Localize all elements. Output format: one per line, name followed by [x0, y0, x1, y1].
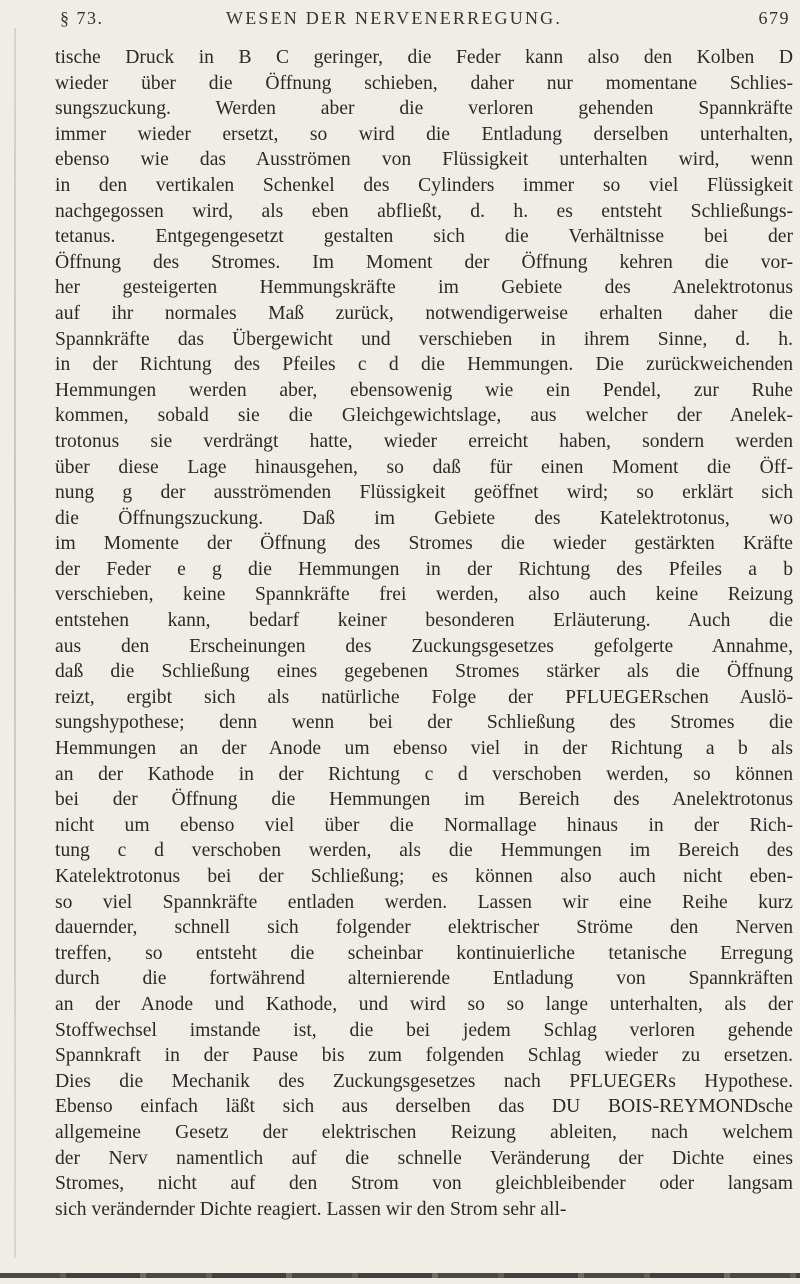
- text-line: allgemeine Gesetz der elektrischen Reizung ableiten, nach welchem: [55, 1121, 793, 1143]
- text-line: sungszuckung. Werden aber die verloren gehenden Spannkräfte: [55, 98, 793, 120]
- text-line: ebenso wie das Ausströmen von Flüssigkeit unterhalten wird, wenn: [55, 149, 793, 171]
- text-line: Hemmungen werden aber, ebensowenig wie ein Pendel, zur Ruhe: [55, 379, 793, 401]
- text-line: auf ihr normales Maß zurück, notwendigerweise erhalten daher die: [55, 302, 793, 324]
- text-line: treffen, so entsteht die scheinbar kontinuierliche tetanische Erregung: [55, 942, 793, 964]
- text-line: sich verändernder Dichte reagiert. Lassen wir den Strom sehr all-: [55, 1198, 567, 1220]
- page-edge-shadow: [14, 28, 16, 1258]
- text-line: nachgegossen wird, als eben abfließt, d. h. es entsteht Schließungs-: [55, 200, 793, 222]
- text-line: in der Richtung des Pfeiles c d die Hemmungen. Die zurückweichenden: [55, 354, 793, 376]
- text-line: her gesteigerten Hemmungskräfte im Gebiete des Anelektrotonus: [55, 277, 793, 299]
- text-line: die Öffnungszuckung. Daß im Gebiete des Katelektrotonus, wo: [55, 507, 793, 529]
- text-line: der Nerv namentlich auf die schnelle Veränderung der Dichte eines: [55, 1147, 793, 1169]
- text-line: an der Anode und Kathode, und wird so so lange unterhalten, als der: [55, 993, 793, 1015]
- scan-edge-bar: [0, 1273, 800, 1278]
- text-line: reizt, ergibt sich als natürliche Folge der PFLUEGERschen Auslö-: [55, 686, 793, 708]
- text-line: kommen, sobald sie die Gleichgewichtslage, aus welcher der Anelek-: [55, 405, 793, 427]
- text-line: dauernder, schnell sich folgender elektrischer Ströme den Nerven: [55, 917, 793, 939]
- text-line: sungshypothese; denn wenn bei der Schließung des Stromes die: [55, 712, 793, 734]
- text-line: an der Kathode in der Richtung c d verschoben werden, so können: [55, 763, 793, 785]
- page-number: 679: [758, 8, 790, 28]
- text-line: wieder über die Öffnung schieben, daher nur momentane Schlies-: [55, 72, 793, 94]
- text-line: Spannkraft in der Pause bis zum folgenden Schlag wieder zu ersetzen.: [55, 1045, 793, 1067]
- text-line: tische Druck in B C geringer, die Feder kann also den Kolben D: [55, 47, 793, 68]
- text-line: durch die fortwährend alternierende Entladung von Spannkräften: [55, 968, 793, 990]
- text-line: so viel Spannkräfte entladen werden. Lassen wir eine Reihe kurz: [55, 891, 793, 913]
- text-line: immer wieder ersetzt, so wird die Entladung derselben unterhalten,: [55, 123, 793, 145]
- text-line: Ebenso einfach läßt sich aus derselben das DU BOIS-REYMONDsche: [55, 1096, 793, 1118]
- text-line: über diese Lage hinausgehen, so daß für einen Moment die Öff-: [55, 456, 793, 478]
- text-line: entstehen kann, bedarf keiner besonderen Erläuterung. Auch die: [55, 610, 793, 632]
- text-line: tetanus. Entgegengesetzt gestalten sich die Verhältnisse bei der: [55, 226, 793, 248]
- text-line: Stoffwechsel imstande ist, die bei jedem Schlag verloren gehende: [55, 1019, 793, 1041]
- body-text: [55, 45, 793, 1222]
- text-line: Spannkräfte das Übergewicht und verschieben in ihrem Sinne, d. h.: [55, 328, 793, 350]
- text-line: bei der Öffnung die Hemmungen im Bereich des Anelektrotonus: [55, 789, 793, 811]
- text-line: trotonus sie verdrängt hatte, wieder erreicht haben, sondern werden: [55, 430, 793, 452]
- text-line: nung g der ausströmenden Flüssigkeit geöffnet wird; so erklärt sich: [55, 482, 793, 504]
- text-line: Stromes, nicht auf den Strom von gleichbleibender oder langsam: [55, 1173, 793, 1195]
- text-line: aus den Erscheinungen des Zuckungsgesetzes gefolgerte Annahme,: [55, 635, 793, 657]
- text-line: der Feder e g die Hemmungen in der Richtung des Pfeiles a b: [55, 558, 793, 580]
- text-line: tung c d verschoben werden, als die Hemmungen im Bereich des: [55, 840, 793, 862]
- text-line: nicht um ebenso viel über die Normallage hinaus in der Rich-: [55, 814, 793, 836]
- text-line: im Momente der Öffnung des Stromes die wieder gestärkten Kräfte: [55, 533, 793, 555]
- section-number: § 73.: [60, 8, 104, 28]
- text-line: Hemmungen an der Anode um ebenso viel in der Richtung a b als: [55, 738, 793, 760]
- text-line: verschieben, keine Spannkräfte frei werden, also auch keine Reizung: [55, 584, 793, 606]
- running-title: WESEN DER NERVENERREGUNG.: [226, 8, 563, 28]
- text-line: in den vertikalen Schenkel des Cylinders immer so viel Flüssigkeit: [55, 174, 793, 196]
- text-line: daß die Schließung eines gegebenen Stromes stärker als die Öffnung: [55, 661, 793, 683]
- text-line: Öffnung des Stromes. Im Moment der Öffnung kehren die vor-: [55, 251, 793, 273]
- text-line: Dies die Mechanik des Zuckungsgesetzes nach PFLUEGERs Hypothese.: [55, 1070, 793, 1092]
- text-line: Katelektrotonus bei der Schließung; es können also auch nicht eben-: [55, 866, 793, 887]
- running-header: [60, 6, 790, 32]
